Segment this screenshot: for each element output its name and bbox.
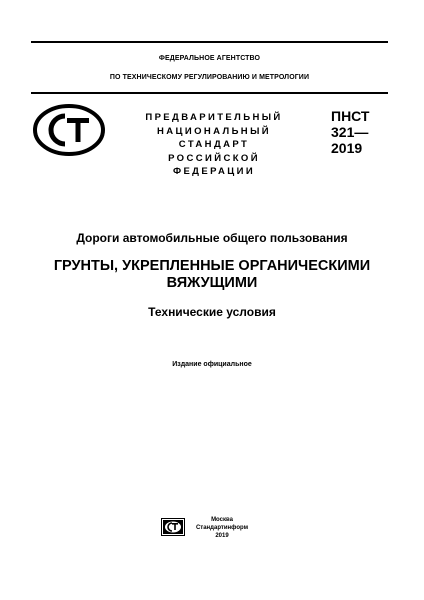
standard-type-line: ПРЕДВАРИТЕЛЬНЫЙ <box>145 112 283 123</box>
standard-type-line: СТАНДАРТ <box>178 139 250 150</box>
standard-number-line: 321— <box>331 124 369 140</box>
edition-label: Издание официальное <box>172 361 252 368</box>
standard-number-line: 2019 <box>331 140 363 156</box>
standard-number-line: ПНСТ <box>331 108 370 124</box>
document-title <box>20 258 404 292</box>
publisher-info <box>192 516 252 540</box>
standard-type-line: ФЕДЕРАЦИИ <box>172 166 256 177</box>
top-rule <box>31 41 388 43</box>
gost-r-certification-mark-icon <box>33 104 105 156</box>
publisher-city: Москва <box>211 517 233 523</box>
standard-type-block <box>140 111 288 179</box>
agency-name-line-1: ФЕДЕРАЛЬНОЕ АГЕНТСТВО <box>158 55 261 62</box>
standard-number-block <box>331 108 370 156</box>
agency-name-line-2: ПО ТЕХНИЧЕСКОМУ РЕГУЛИРОВАНИЮ И МЕТРОЛОГИИ <box>109 74 310 81</box>
document-subtitle: Дороги автомобильные общего пользования <box>76 231 348 245</box>
publisher-year: 2019 <box>215 533 229 539</box>
header-divider-rule <box>31 92 388 94</box>
standard-type-line: НАЦИОНАЛЬНЫЙ <box>157 125 271 137</box>
document-title-line: ВЯЖУЩИМИ <box>166 275 258 291</box>
standartinform-logo-icon <box>161 518 185 536</box>
standard-type-line: РОССИЙСКОЙ <box>168 152 260 164</box>
document-title-line: ГРУНТЫ, УКРЕПЛЕННЫЕ ОРГАНИЧЕСКИМИ <box>53 258 371 274</box>
publisher-name: Стандартинформ <box>195 525 249 531</box>
document-conditions: Технические условия <box>148 305 276 319</box>
